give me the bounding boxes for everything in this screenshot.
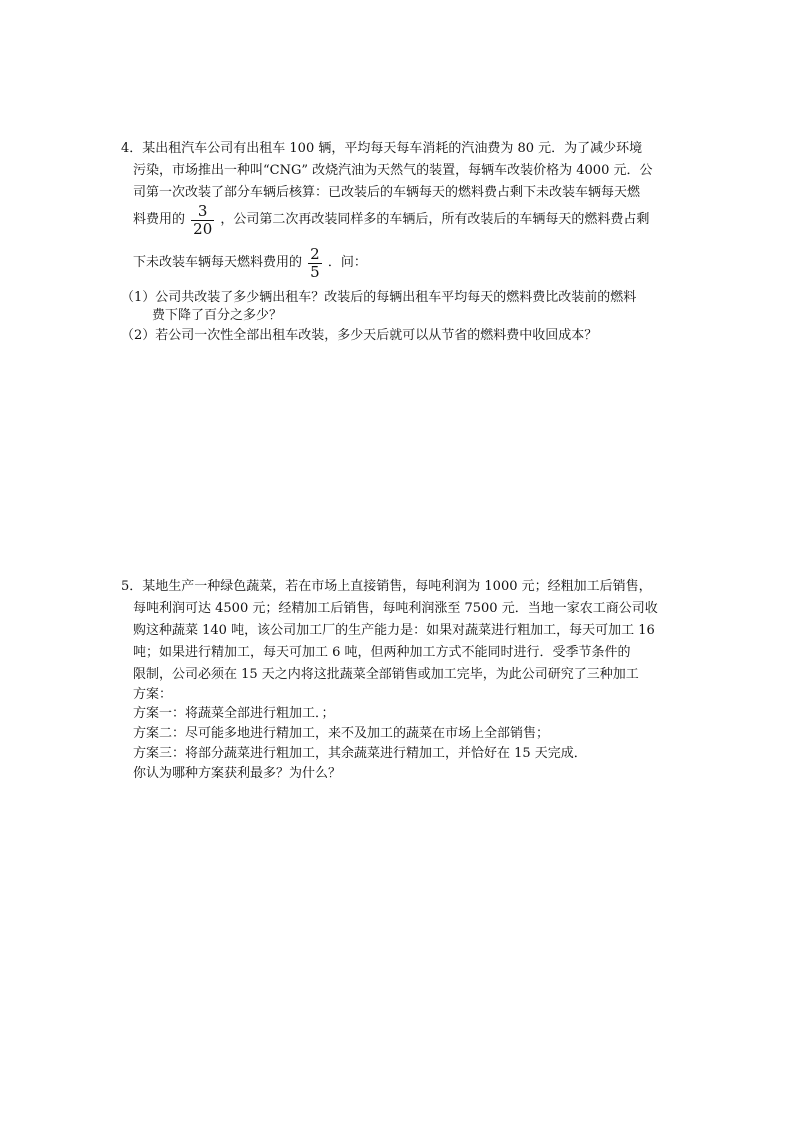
fraction-denominator: 5 <box>310 262 320 281</box>
problem4-question2: （2）若公司一次性全部出租车改装，多少天后就可以从节省的燃料费中收回成本？ <box>121 328 598 343</box>
problem4-line1: 4．某出租汽车公司有出租车 100 辆，平均每天每车消耗的汽油费为 80 元．为了减少环境 <box>121 141 643 156</box>
problem5-line1: 5．某地生产一种绿色蔬菜，若在市场上直接销售，每吨利润为 1000 元；经粗加工后销售， <box>121 579 652 594</box>
problem4-line5-post: ．问： <box>327 255 367 270</box>
problem4-line2: 污染，市场推出一种叫“CNG” 改烧汽油为天然气的装置，每辆车改装价格为 4000 元．公 <box>133 163 653 178</box>
problem4-line5 <box>133 243 367 283</box>
fraction-numerator: 3 <box>191 203 214 221</box>
problem5-line4: 吨；如果进行精加工，每天可加工 6 吨，但两种加工方式不能同时进行．受季节条件的 <box>133 645 631 660</box>
fraction-denominator: 20 <box>193 219 213 238</box>
fraction-numerator: 2 <box>310 244 320 263</box>
problem5-plan3: 方案三：将部分蔬菜进行粗加工，其余蔬菜进行精加工，并恰好在 15 天完成． <box>133 746 587 761</box>
problem4-line5-pre: 下未改装车辆每天燃料费用的 <box>133 255 303 270</box>
problem4-line4-post: ，公司第二次再改装同样多的车辆后，所有改装后的车辆每天的燃料费占剩 <box>220 212 650 227</box>
fraction-2-5 <box>308 246 322 281</box>
problem5-line2: 每吨利润可达 4500 元；经精加工后销售，每吨利润涨至 7500 元．当地一家农工商公司收 <box>133 601 658 616</box>
problem5-line5: 限制，公司必须在 15 天之内将这批蔬菜全部销售或加工完毕，为此公司研究了三种加工 <box>133 667 639 682</box>
problem5-line6: 方案： <box>133 687 173 702</box>
problem5-plan1: 方案一：将蔬菜全部进行粗加工．； <box>133 706 335 721</box>
problem5-plan2: 方案二：尽可能多地进行精加工，来不及加工的蔬菜在市场上全部销售； <box>133 726 550 741</box>
problem4-line3: 司第一次改装了部分车辆后核算：已改装后的车辆每天的燃料费占剩下未改装车辆每天燃 <box>133 185 641 200</box>
problem4-line4-pre: 料费用的 <box>133 212 186 227</box>
fraction-3-20 <box>191 203 214 238</box>
problem5-question: 你认为哪种方案获利最多？为什么？ <box>133 766 342 781</box>
problem5-line3: 购这种蔬菜 140 吨，该公司加工厂的生产能力是：如果对蔬菜进行粗加工，每天可加工 16 <box>133 623 655 638</box>
problem4-question1-line1: （1）公司共改装了多少辆出租车？改装后的每辆出租车平均每天的燃料费比改装前的燃料 <box>121 290 637 305</box>
problem4-line4 <box>133 200 649 240</box>
problem4-question1-line2: 费下降了百分之多少？ <box>152 308 283 323</box>
